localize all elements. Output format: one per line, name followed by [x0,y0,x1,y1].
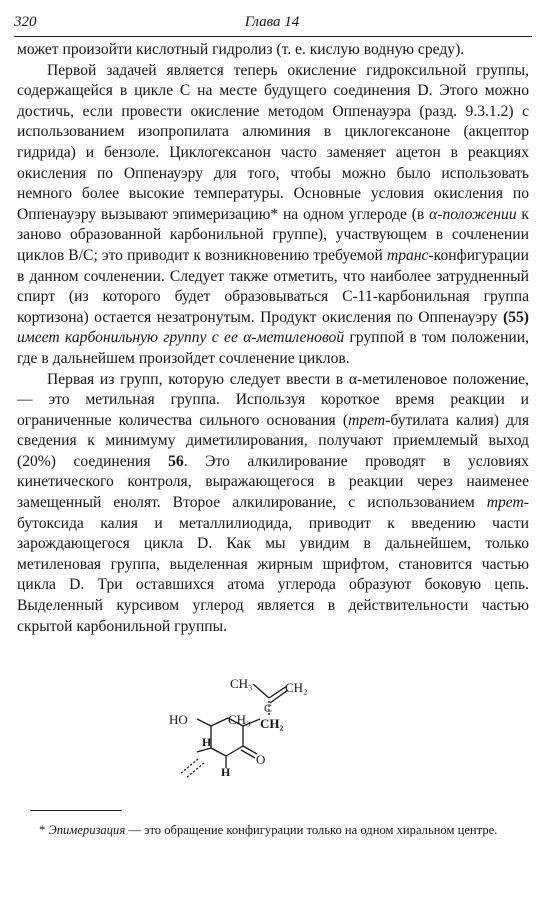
label-h-lower: H [221,765,231,779]
italic-text: трет [486,494,524,512]
bond-dashed-1 [180,759,198,774]
footnote-text: — это обращение конфигурации только на одном хиральном центре. [125,823,498,837]
label-c: C [264,701,273,715]
ring-bond-5 [211,748,226,756]
bold-text: 56 [168,452,184,470]
structure-svg [150,662,340,792]
label-o: O [256,752,266,767]
header-rule [14,36,532,37]
chemical-structure [150,662,340,792]
italic-text: транс [386,246,429,264]
bold-text: (55) [503,308,529,326]
running-header [14,10,530,34]
text-run: группой в том положении, где в дальнейшем произойдет сочленение циклов. [17,329,529,367]
footnote-asterisk: * [39,823,46,837]
ring-bond-4 [226,746,243,756]
italic-text: трет [348,411,386,429]
text-run: может произойти кислотный гидролиз (т. е. кислую водную среду). [17,41,465,58]
label-ch2-top: CH₂ [285,680,308,695]
bond-ch3-c [253,684,269,698]
paragraph [17,61,529,370]
italic-text: имеет карбонильную группу с ее α-метиленовой [17,329,345,347]
body-text [17,40,529,637]
label-ch3-ring: CH₃ [228,712,251,727]
text-run: Первая из групп, которую следует ввести в α-метиленовое положение, — это метильная группа. Используя короткое время реакции и ограниченные количества сильного основания ( [17,370,529,429]
bond-dashed-2 [186,763,204,778]
italic-text: α-положении [429,205,517,223]
text-run: . Это алкилирование проводят в условиях кинетического контроля, выражающегося в реакции через наименее замещенный енолят. Второе алкилирование, с использованием [17,452,529,512]
paragraph [17,40,529,61]
ring-bond-1 [211,718,228,726]
text-run: Первой задачей является теперь окисление гидроксильной группы, содержащейся в цикле С на месте будущего соединения D. Этого можно достичь, если провести окисление методом Оппенауэра (разд. 9.3.1.2) с использованием изопропилата алюминия в циклогексаноне (акцептор гидрида) и бензоле. Циклогексанон часто заменяет ацетон в реакциях окисления по Оппенауэру для того, чтобы можно было использовать немного более высокие температуры. Основные условия окисления по Оппенауэру вызывают эпимеризацию* на одном углероде (в [17,61,529,223]
label-h-upper: H [202,735,212,749]
footnote-term: Эпимеризация [48,823,126,837]
label-ho: HO [169,712,188,727]
footnote-rule [30,810,122,811]
paragraph [17,370,529,638]
footnote [17,821,529,840]
page-number: 320 [14,14,37,30]
text-run: -конфигурации в данном сочленении. Следует также отметить, что наиболее затрудненный спирт (из которого будет образовываться С-11-карбонильная группа кортизона) остается незатронутым. Продукт окисления по Оппенауэру [17,246,529,326]
text-run: к заново образованной карбонильной группе), участвующем в сочленении циклов В/С; это приводит к возникновению требуемой [17,205,529,264]
chapter-title: Глава 14 [244,14,300,30]
bond-ho [197,719,211,726]
text-run: -бутилата калия) для сведения к минимуму диметилирования, получают приемлемый выход (20%) соединения [17,411,529,470]
text-run: -бутоксида калия и металлилиодида, приводит к введению части зарождающегося цикла D. Как мы увидим в дальнейшем, только метиленовая группа, выделенная жирным шрифтом, становится частью цикла D. Три оставшихся атома углерода образуют боковую цепь. Выделенный курсивом углерод является в действительности частью скрытой карбонильной группы. [17,494,529,635]
label-ch2-bold: CH₂ [260,716,284,731]
label-ch3-top: CH₃ [230,676,253,691]
